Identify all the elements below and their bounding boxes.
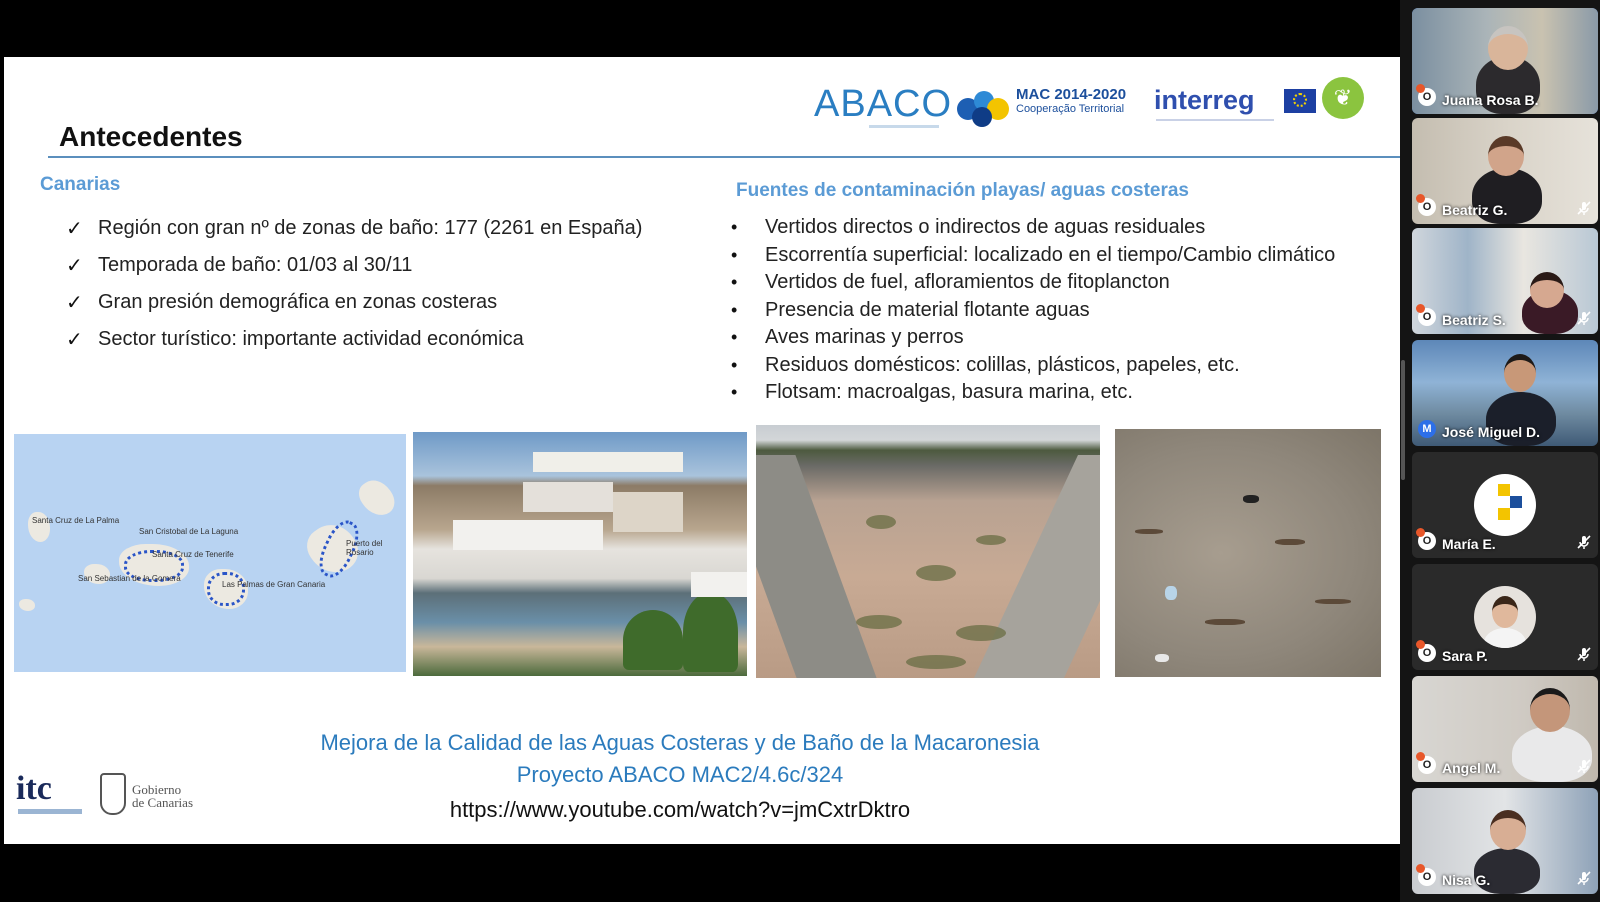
mac-circles-logo (954, 85, 1016, 129)
list-item-text: Vertidos de fuel, afloramientos de fitoplancton (765, 271, 1170, 294)
drainage-channel-photo (756, 425, 1100, 678)
presentation-slide (4, 57, 1400, 844)
organization-logo (1474, 474, 1536, 536)
gobierno-canarias-logo (100, 773, 210, 817)
map-label: San Cristobal de La Laguna (139, 527, 239, 536)
coastal-resort-photo (413, 432, 747, 676)
abaco-logo-underline (869, 125, 939, 128)
participant-tile[interactable] (1412, 228, 1598, 334)
participant-avatar: O (1418, 756, 1436, 774)
list-item-text: Residuos domésticos: colillas, plásticos, papeles, etc. (765, 353, 1240, 376)
itc-logo: itc (16, 770, 52, 807)
gobierno-logo-line1: Gobierno (132, 782, 182, 797)
participant-tile[interactable] (1412, 8, 1598, 114)
project-description: Mejora de la Calidad de las Aguas Costeras y de Baño de la Macaronesia (320, 730, 1040, 755)
interreg-logo-underline (1156, 119, 1274, 121)
participant-name: María E. (1442, 536, 1496, 552)
title-divider (48, 156, 1400, 158)
beach-debris-photo (1115, 429, 1381, 677)
map-label: Santa Cruz de La Palma (32, 516, 120, 525)
list-item (731, 297, 1335, 325)
list-item-text: Vertidos directos o indirectos de aguas residuales (765, 216, 1206, 239)
interreg-logo: interreg (1154, 85, 1255, 115)
mac-logo-text (1016, 87, 1126, 117)
slide-title: Antecedentes (59, 121, 243, 152)
participant-name: Juana Rosa B. (1442, 92, 1539, 108)
participant-name: Beatriz S. (1442, 312, 1506, 328)
map-label: Puerto del Rosario (346, 539, 383, 557)
list-item (731, 379, 1335, 407)
participant-avatar: O (1418, 532, 1436, 550)
mac-logo-line2: Cooperação Territorial (1016, 103, 1125, 115)
right-section-heading: Fuentes de contaminación playas/ aguas costeras (736, 180, 1189, 201)
mic-muted-icon (1576, 870, 1592, 886)
participant-name: Beatriz G. (1442, 202, 1508, 218)
list-item (731, 324, 1335, 352)
list-item-text: Sector turístico: importante actividad económica (98, 328, 524, 350)
abaco-logo: ABACO (814, 83, 953, 125)
checkmark-icon: ✓ (66, 255, 83, 277)
participant-photo (1474, 586, 1536, 648)
participant-avatar: O (1418, 88, 1436, 106)
list-item (731, 242, 1335, 270)
bullet-icon: • (731, 354, 738, 375)
list-item-text: Aves marinas y perros (765, 326, 964, 349)
mic-muted-icon (1576, 310, 1592, 326)
leaf-icon: ❦ (1322, 77, 1364, 119)
list-item-text: Temporada de baño: 01/03 al 30/11 (98, 254, 413, 276)
participant-avatar: O (1418, 644, 1436, 662)
participant-avatar: M (1418, 420, 1436, 438)
list-item-text: Flotsam: macroalgas, basura marina, etc. (765, 381, 1133, 404)
list-item (731, 269, 1335, 297)
list-item-text: Escorrentía superficial: localizado en el tiempo/Cambio climático (765, 243, 1336, 266)
checkmark-icon: ✓ (66, 218, 83, 240)
gobierno-logo-text (132, 783, 193, 809)
scrollbar-thumb[interactable] (1401, 360, 1405, 480)
mic-muted-icon (1576, 200, 1592, 216)
participant-tile[interactable] (1412, 452, 1598, 558)
left-section-heading: Canarias (40, 174, 121, 195)
list-item-text: Presencia de material flotante aguas (765, 298, 1090, 321)
participant-avatar: O (1418, 868, 1436, 886)
bullet-icon: • (731, 244, 738, 265)
participant-tile[interactable] (1412, 340, 1598, 446)
map-label: San Sebastian de la Gomera (78, 574, 181, 583)
bullet-icon: • (731, 327, 738, 348)
list-item-text: Región con gran nº de zonas de baño: 177 (2261 en España) (98, 217, 643, 239)
mic-muted-icon (1576, 758, 1592, 774)
list-item (66, 284, 642, 321)
list-item (66, 210, 642, 247)
map-label: Las Palmas de Gran Canaria (222, 580, 326, 589)
crest-icon (100, 773, 126, 815)
checkmark-icon: ✓ (66, 292, 83, 314)
mac-logo-line1: MAC 2014-2020 (1016, 86, 1127, 103)
mic-muted-icon (1576, 534, 1592, 550)
project-code: Proyecto ABACO MAC2/4.6c/324 (516, 762, 844, 787)
map-label: Santa Cruz de Tenerife (152, 550, 234, 559)
participant-name: Sara P. (1442, 648, 1488, 664)
partner-logos (814, 75, 1374, 135)
bullet-icon: • (731, 217, 738, 238)
participant-tile[interactable] (1412, 788, 1598, 894)
pollution-sources-list (731, 214, 1335, 407)
list-item-text: Gran presión demográfica en zonas costeras (98, 291, 498, 313)
participants-panel (1406, 0, 1600, 902)
bullet-icon: • (731, 299, 738, 320)
eu-flag-icon (1284, 89, 1316, 113)
participant-avatar: O (1418, 308, 1436, 326)
canarias-list (66, 210, 642, 358)
bullet-icon: • (731, 272, 738, 293)
checkmark-icon: ✓ (66, 329, 83, 351)
video-link[interactable]: https://www.youtube.com/watch?v=jmCxtrDktro (449, 797, 911, 822)
participant-tile[interactable] (1412, 564, 1598, 670)
bullet-icon: • (731, 382, 738, 403)
canary-islands-map (14, 434, 406, 672)
list-item (731, 214, 1335, 242)
participant-tile[interactable] (1412, 118, 1598, 224)
participant-name: Angel M. (1442, 760, 1501, 776)
participant-name: Nisa G. (1442, 872, 1491, 888)
participant-tile[interactable] (1412, 676, 1598, 782)
list-item (731, 352, 1335, 380)
mic-muted-icon (1576, 646, 1592, 662)
list-item (66, 321, 642, 358)
gobierno-logo-line2: de Canarias (132, 795, 194, 810)
participant-name: José Miguel D. (1442, 424, 1541, 440)
itc-logo-underline (18, 809, 82, 814)
list-item (66, 247, 642, 284)
participant-avatar: O (1418, 198, 1436, 216)
